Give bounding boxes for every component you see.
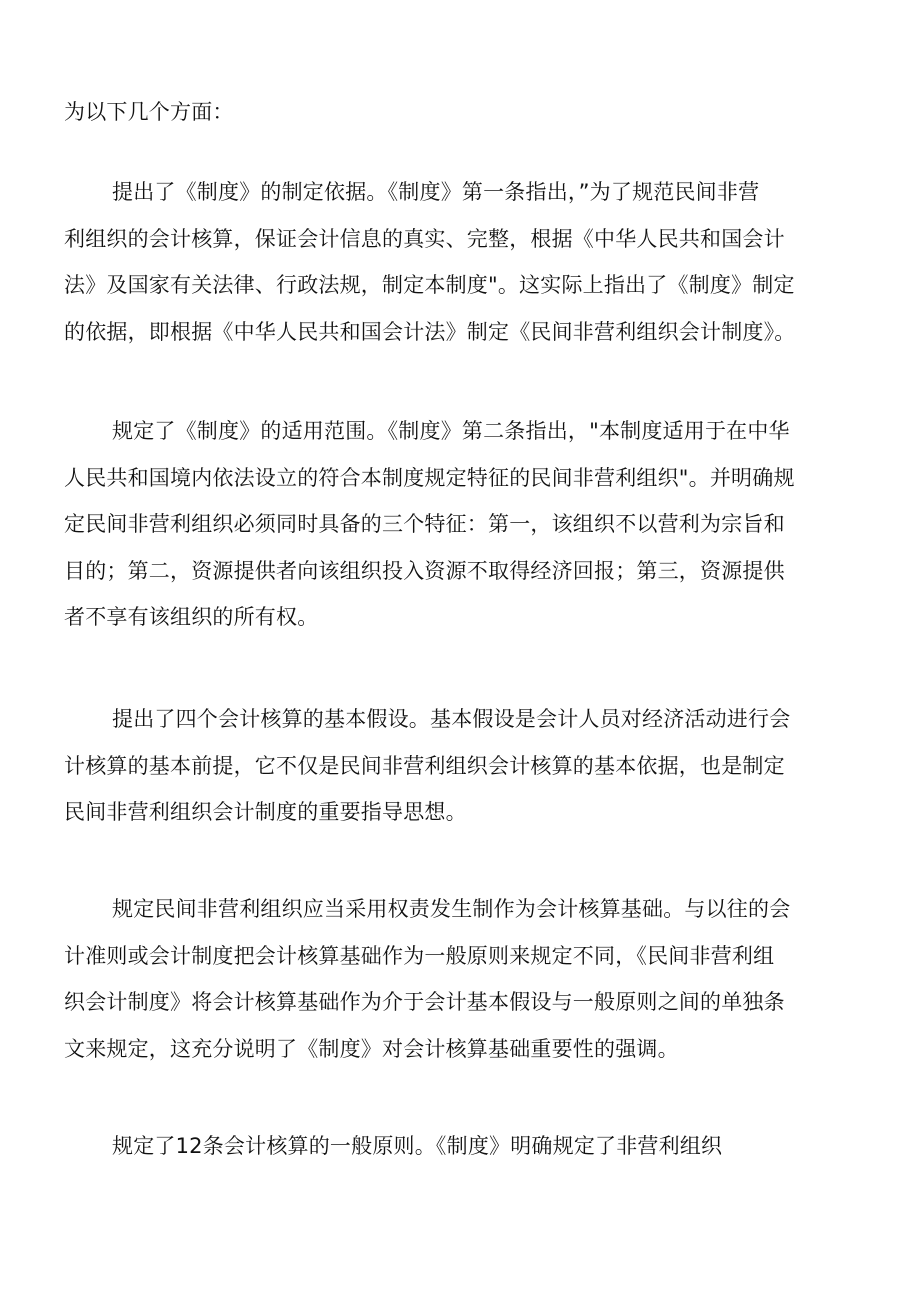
text-line: 定民间非营利组织必须同时具备的三个特征：第一，该组织不以营利为宗旨和: [64, 512, 785, 536]
text-line: 织会计制度》将会计核算基础作为介于会计基本假设与一般原则之间的单独条: [64, 990, 785, 1014]
text-line: 规定了《制度》的适用范围。《制度》第二条指出，"本制度适用于在中华: [112, 419, 790, 443]
text-line: 法》及国家有关法律、行政法规，制定本制度"。这实际上指出了《制度》制定: [64, 273, 795, 297]
paragraph-assumptions: [64, 696, 864, 836]
text-line: 计准则或会计制度把会计核算基础作为一般原则来规定不同，《民间非营利组: [64, 943, 775, 968]
text-line: 人民共和国境内依法设立的符合本制度规定特征的民间非营利组织"。并明确规: [64, 465, 795, 490]
text-line: 规定了12条会计核算的一般原则。《制度》明确规定了非营利组织: [112, 1134, 723, 1158]
paragraph-intro: [64, 89, 864, 136]
text-line: 计核算的基本前提，它不仅是民间非营利组织会计核算的基本依据，也是制定: [64, 753, 785, 778]
paragraph-scope: [64, 408, 864, 641]
text-line: 提出了《制度》的制定依据。《制度》第一条指出，”为了规范民间非营: [112, 180, 760, 204]
text-line: 目的；第二，资源提供者向该组织投入资源不取得经济回报；第三，资源提供: [64, 558, 785, 583]
text-line: 利组织的会计核算，保证会计信息的真实、完整，根据《中华人民共和国会计: [64, 226, 785, 251]
text-line: 提出了四个会计核算的基本假设。基本假设是会计人员对经济活动进行会: [112, 707, 791, 731]
text-line: 规定民间非营利组织应当采用权责发生制作为会计核算基础。与以往的会: [112, 897, 791, 921]
text-line: 者不享有该组织的所有权。: [64, 605, 319, 629]
text-line: 文来规定，这充分说明了《制度》对会计核算基础重要性的强调。: [64, 1036, 679, 1061]
text-line: 民间非营利组织会计制度的重要指导思想。: [64, 800, 467, 824]
paragraph-general-principles: [64, 1123, 864, 1170]
paragraph-accrual-basis: [64, 886, 864, 1072]
text-line: 的依据，即根据《中华人民共和国会计法》制定《民间非营利组织会计制度》。: [64, 319, 796, 344]
text-line: 为以下几个方面：: [64, 100, 234, 124]
paragraph-basis: [64, 169, 864, 355]
